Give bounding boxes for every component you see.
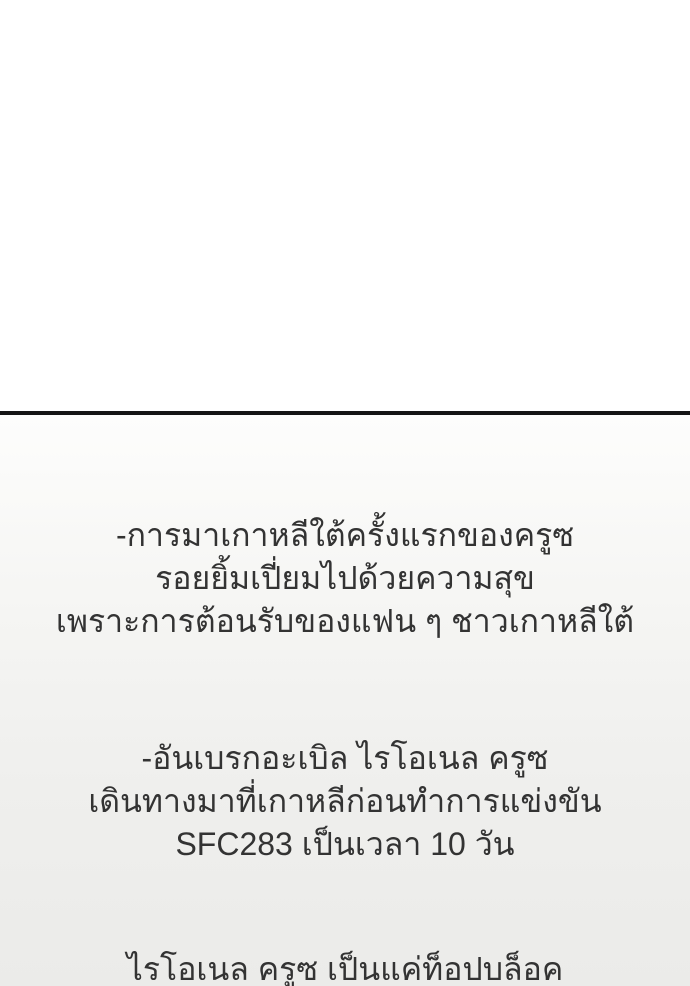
caption-block-3-clipped bbox=[0, 948, 690, 986]
blank-top-area bbox=[0, 0, 690, 411]
caption-line: -อันเบรกอะเบิล ไรโอเนล ครูซ bbox=[141, 740, 549, 776]
caption-line: รอยยิ้มเปี่ยมไปด้วยความสุข bbox=[155, 560, 535, 596]
caption-panel bbox=[0, 415, 690, 986]
caption-line: เพราะการต้อนรับของแฟน ๆ ชาวเกาหลีใต้ bbox=[55, 603, 635, 639]
caption-line: SFC283 เป็นเวลา 10 วัน bbox=[175, 826, 515, 862]
caption-block-1 bbox=[0, 514, 690, 643]
caption-line: ไรโอเนล ครูซ เป็นแค่ท็อปบล็อค bbox=[126, 951, 564, 986]
caption-line: -การมาเกาหลีใต้ครั้งแรกของครูซ bbox=[115, 517, 575, 553]
caption-block-2 bbox=[0, 737, 690, 866]
caption-line: เดินทางมาที่เกาหลีก่อนทำการแข่งขัน bbox=[88, 783, 602, 819]
